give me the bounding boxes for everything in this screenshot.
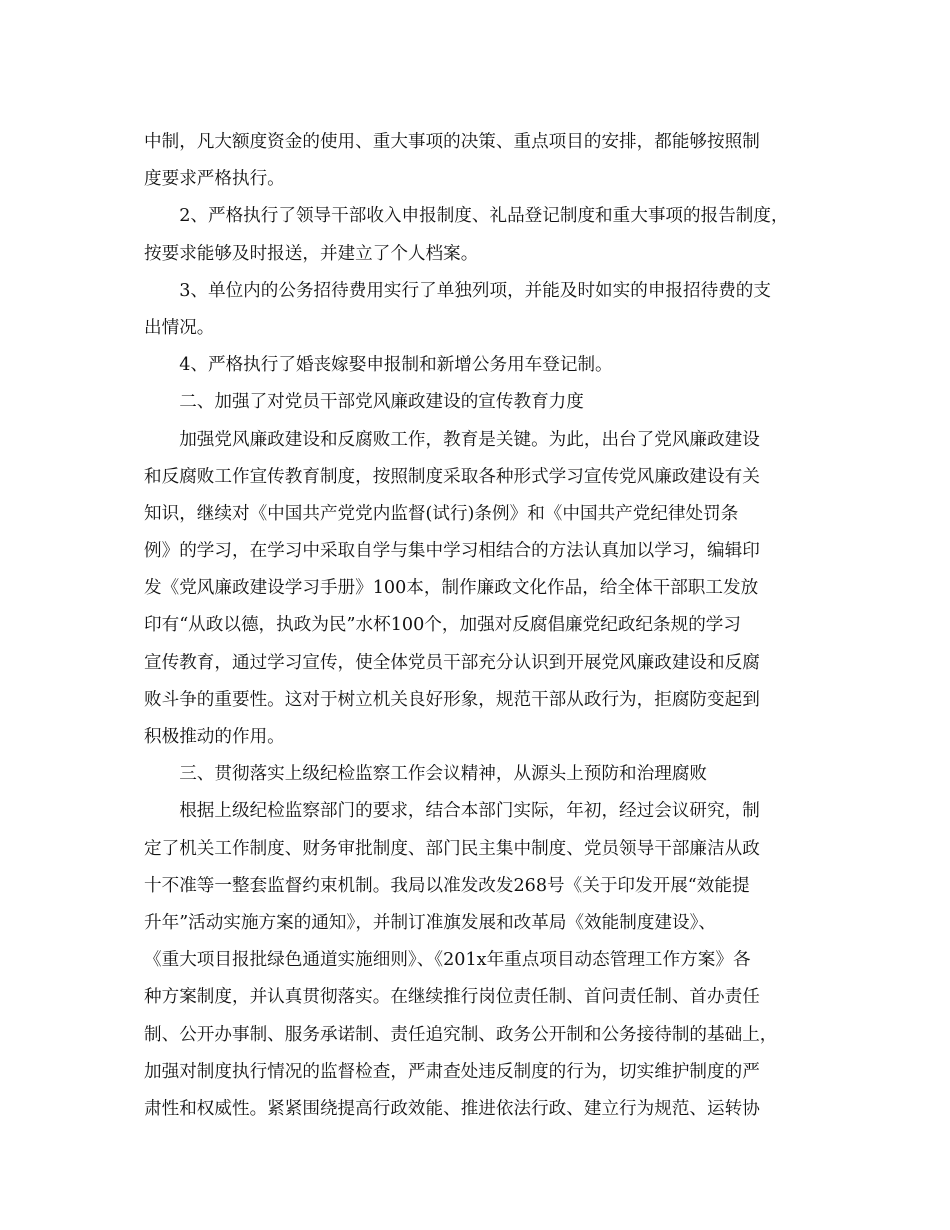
text-line: 度要求严格执行。: [144, 169, 285, 190]
text-line: 发《党风廉政建设学习手册》100本，制作廉政文化作品，给全体干部职工发放: [144, 578, 759, 599]
text-line: 制、公开办事制、服务承诺制、责任追究制、政务公开制和公务接待制的基础上，: [144, 1024, 778, 1045]
text-line: 2、严格执行了领导干部收入申报制度、礼品登记制度和重大事项的报告制度，: [144, 206, 789, 227]
text-line: 知识，继续对《中国共产党党内监督(试行)条例》和《中国共产党纪律处罚条: [144, 503, 739, 524]
text-line: 加强党风廉政建设和反腐败工作，教育是关键。为此，出台了党风廉政建设: [144, 429, 760, 450]
text-line: 中制，凡大额度资金的使用、重大事项的决策、重点项目的安排，都能够按照制: [144, 132, 760, 152]
text-line: 种方案制度，并认真贯彻落实。在继续推行岗位责任制、首问责任制、首办责任: [144, 987, 760, 1008]
text-line: 肃性和权威性。紧紧围绕提高行政效能、推进依法行政、建立行为规范、运转协: [144, 1098, 760, 1119]
text-line: 败斗争的重要性。这对于树立机关良好形象，规范干部从政行为，拒腐防变起到: [144, 689, 760, 710]
text-line: 加强对制度执行情况的监督检查，严肃查处违反制度的行为，切实维护制度的严: [144, 1061, 760, 1082]
text-line: 升年”活动实施方案的通知》，并制订准旗发展和改革局《效能制度建设》、: [144, 912, 716, 933]
text-line: 例》的学习，在学习中采取自学与集中学习相结合的方法认真加以学习，编辑印: [144, 541, 760, 562]
text-line: 印有“从政以德，执政为民”水杯100个，加强对反腐倡廉党纪政纪条规的学习: [144, 615, 741, 636]
text-line: 和反腐败工作宣传教育制度，按照制度采取各种形式学习宣传党风廉政建设有关: [144, 466, 760, 487]
text-line: 宣传教育，通过学习宣传，使全体党员干部充分认识到开展党风廉政建设和反腐: [144, 652, 760, 673]
text-line: 定了机关工作制度、财务审批制度、部门民主集中制度、党员领导干部廉洁从政: [144, 838, 760, 859]
text-line: 《重大项目报批绿色通道实施细则》、《201x年重点项目动态管理工作方案》各: [144, 950, 751, 971]
text-line: 根据上级纪检监察部门的要求，结合本部门实际，年初，经过会议研究，制: [144, 801, 760, 822]
text-line: 出情况。: [144, 317, 215, 338]
document-body: [144, 124, 824, 1128]
text-line: 十不准等一整套监督约束机制。我局以准发改发268号《关于印发开展“效能提: [144, 875, 750, 896]
text-line: 按要求能够及时报送，并建立了个人档案。: [144, 243, 479, 264]
text-line: 3、单位内的公务招待费用实行了单独列项，并能及时如实的申报招待费的支: [144, 280, 771, 301]
section-heading: 二、加强了对党员干部党风廉政建设的宣传教育力度: [144, 392, 584, 413]
text-line: 4、严格执行了婚丧嫁娶申报制和新增公务用车登记制。: [144, 355, 613, 376]
section-heading: 三、贯彻落实上级纪检监察工作会议精神，从源头上预防和治理腐败: [144, 764, 708, 785]
text-line: 积极推动的作用。: [144, 727, 285, 747]
